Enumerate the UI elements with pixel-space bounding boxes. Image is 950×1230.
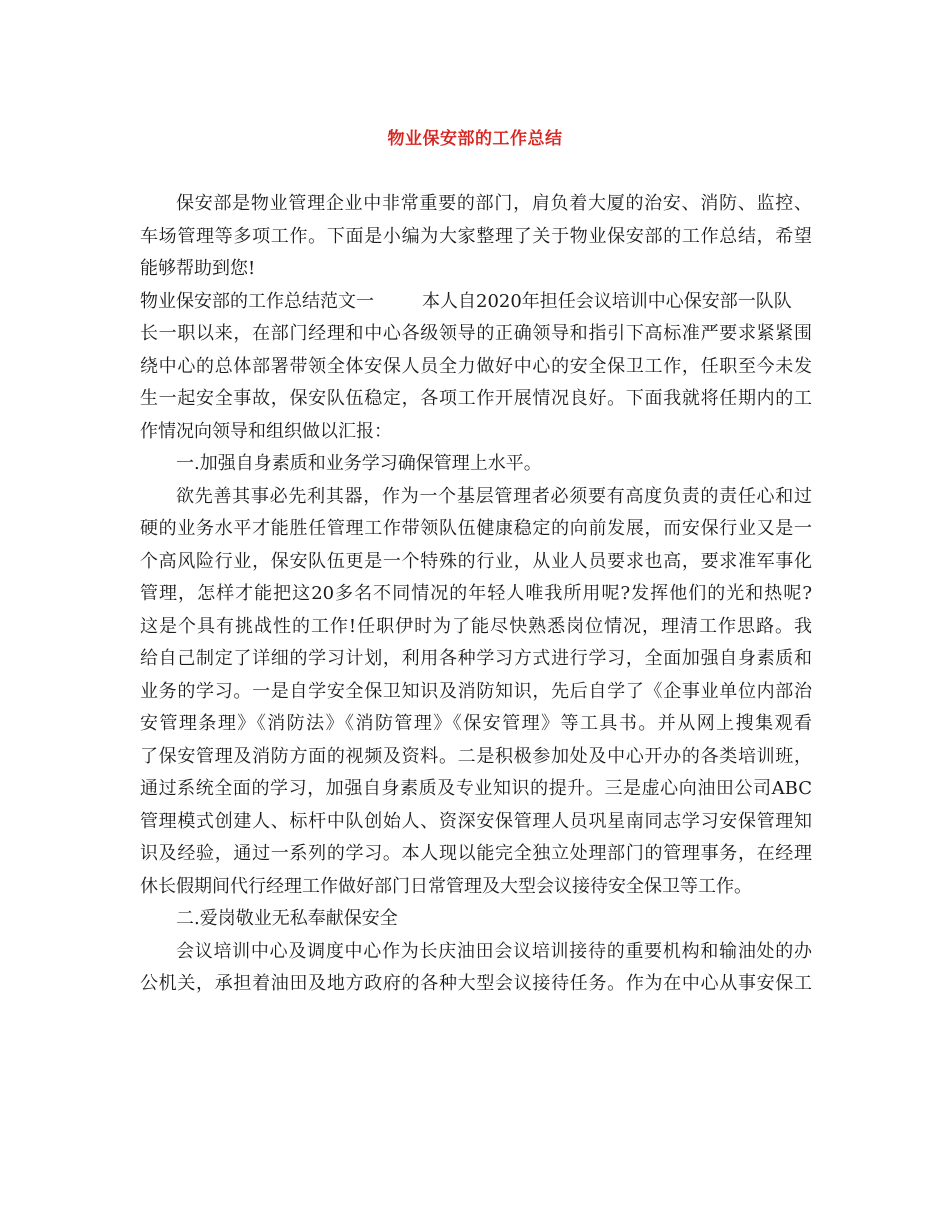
document-title: 物业保安部的工作总结: [387, 129, 563, 149]
paragraph-line: 管理，怎样才能把这20多名不同情况的年轻人唯我所用呢?发挥他们的光和热呢?: [140, 583, 812, 604]
paragraph-line: 长一职以来，在部门经理和中心各级领导的正确领导和指引下高标准严要求紧紧围: [140, 323, 812, 344]
document-body: [140, 188, 812, 1001]
paragraph-line: 作情况向领导和组织做以汇报：: [140, 420, 392, 442]
paragraph-line: 硬的业务水平才能胜任管理工作带领队伍健康稳定的向前发展，而安保行业又是一: [140, 518, 812, 539]
paragraph-line: 安管理条理》《消防法》《消防管理》《保安管理》等工具书。并从网上搜集观看: [140, 713, 812, 734]
paragraph-line: 这是个具有挑战性的工作!任职伊时为了能尽快熟悉岗位情况，理清工作思路。我: [140, 615, 812, 637]
section-heading: 一.加强自身素质和业务学习确保管理上水平。: [176, 453, 542, 474]
paragraph-text: 本人自2020年担任会议培训中心保安部一队队: [422, 290, 792, 312]
paragraph-line: 车场管理等多项工作。下面是小编为大家整理了关于物业保安部的工作总结，希望: [140, 225, 812, 247]
paragraph-line: 通过系统全面的学习，加强自身素质及专业知识的提升。三是虚心向油田公司ABC: [140, 778, 812, 799]
paragraph-line: 给自己制定了详细的学习计划，利用各种学习方式进行学习，全面加强自身素质和: [140, 648, 812, 669]
paragraph-line: 保安部是物业管理企业中非常重要的部门，肩负着大厦的治安、消防、监控、: [176, 193, 812, 214]
paragraph-line: 业务的学习。一是自学安全保卫知识及消防知识，先后自学了《企事业单位内部治: [140, 680, 812, 702]
paragraph-line: 休长假期间代行经理工作做好部门日常管理及大型会议接待安全保卫等工作。: [140, 875, 752, 897]
paragraph-line: 绕中心的总体部署带领全体安保人员全力做好中心的安全保卫工作，任职至今未发: [140, 355, 812, 377]
paragraph-line: 欲先善其事必先利其器，作为一个基层管理者必须要有高度负责的责任心和过: [176, 485, 812, 507]
paragraph-line: 生一起安全事故，保安队伍稳定，各项工作开展情况良好。下面我就将任期内的工: [140, 388, 812, 409]
paragraph-line: 个高风险行业，保安队伍更是一个特殊的行业，从业人员要求也高，要求准军事化: [140, 550, 812, 572]
section-line: [140, 286, 812, 319]
paragraph-line: 会议培训中心及调度中心作为长庆油田会议培训接待的重要机构和输油处的办: [176, 940, 812, 962]
paragraph-line: 公机关，承担着油田及地方政府的各种大型会议接待任务。作为在中心从事安保工: [140, 973, 812, 994]
paragraph-line: 能够帮助到您!: [140, 258, 256, 279]
section-heading: 二.爱岗敬业无私奉献保安全: [176, 908, 398, 929]
paragraph-line: 了保安管理及消防方面的视频及资料。二是积极参加处及中心开办的各类培训班，: [140, 745, 812, 767]
section-heading: 物业保安部的工作总结范文一: [140, 290, 374, 312]
paragraph-line: 识及经验，通过一系列的学习。本人现以能完全独立处理部门的管理事务，在经理: [140, 843, 812, 864]
paragraph-line: 管理模式创建人、标杆中队创始人、资深安保管理人员巩星南同志学习安保管理知: [140, 810, 812, 832]
